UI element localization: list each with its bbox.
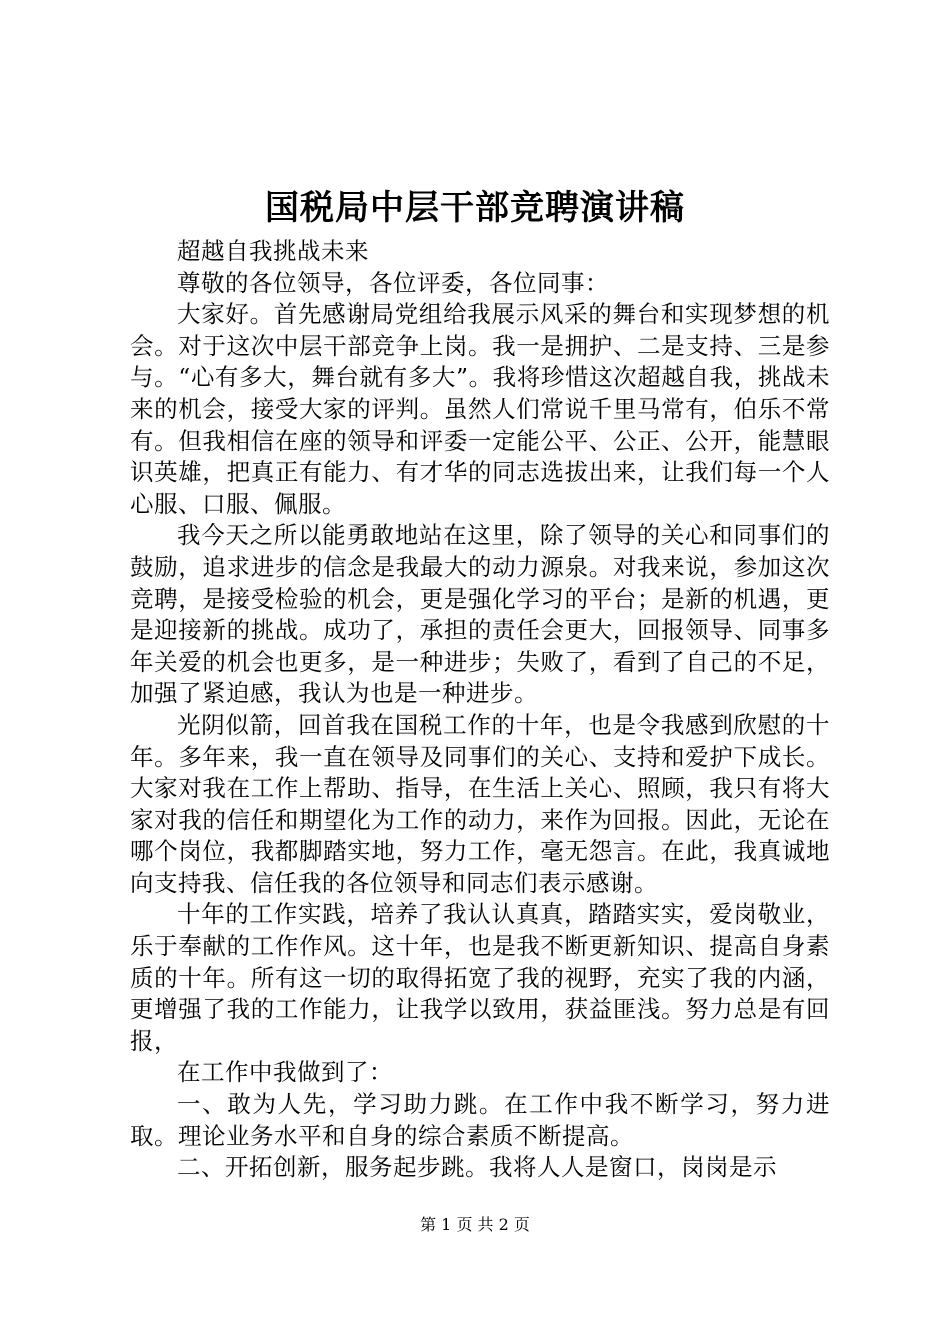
body-paragraph: 大家好。首先感谢局党组给我展示风采的舞台和实现梦想的机会。对于这次中层干部竞争上岗。我一是拥护、二是支持、三是参与。“心有多大，舞台就有多大”。我将珍惜这次超越自我，挑战未来的机会，接受大家的评判。虽然人们常说千里马常有，伯乐不常有。但我相信在座的领导和评委一定能公平、公正、公开，能慧眼识英雄，把真正有能力、有才华的同志选拔出来，让我们每一个人心服、口服、佩服。: [130, 300, 830, 518]
body-paragraph: 二、开拓创新，服务起步跳。我将人人是窗口，岗岗是示: [177, 1153, 777, 1182]
subtitle-paragraph: 超越自我挑战未来: [177, 237, 369, 265]
body-paragraph: 光阴似箭，回首我在国税工作的十年，也是令我感到欣慰的十年。多年来，我一直在领导及同事们的关心、支持和爱护下成长。大家对我在工作上帮助、指导，在生活上关心、照顾，我只有将大家对我的信任和期望化为工作的动力，来作为回报。因此，无论在哪个岗位，我都脚踏实地，努力工作，毫无怨言。在此，我真诚地向支持我、信任我的各位领导和同志们表示感谢。: [130, 710, 830, 897]
body-paragraph: 在工作中我做到了：: [177, 1058, 393, 1087]
body-paragraph: 十年的工作实践，培养了我认认真真，踏踏实实，爱岗敬业，乐于奉献的工作作风。这十年，也是我不断更新知识、提高自身素质的十年。所有这一切的取得拓宽了我的视野，充实了我的内涵，更增强了我的工作能力，让我学以致用，获益匪浅。努力总是有回报，: [130, 900, 830, 1055]
salutation-paragraph: 尊敬的各位领导，各位评委，各位同事：: [177, 268, 609, 297]
page-number-footer: 第 1 页 共 2 页: [420, 1215, 530, 1234]
body-paragraph: 我今天之所以能勇敢地站在这里，除了领导的关心和同事们的鼓励，追求进步的信念是我最大的动力源泉。对我来说，参加这次竞聘，是接受检验的机会，更是强化学习的平台；是新的机遇，更是迎接新的挑战。成功了，承担的责任会更大，回报领导、同事多年关爱的机会也更多，是一种进步；失败了，看到了自己的不足，加强了紧迫感，我认为也是一种进步。: [130, 521, 830, 708]
document-body: [130, 236, 830, 1184]
document-title: 国税局中层干部竞聘演讲稿: [265, 188, 685, 228]
body-paragraph: 一、敢为人先，学习助力跳。在工作中我不断学习，努力进取。理论业务水平和自身的综合素质不断提高。: [130, 1090, 830, 1150]
